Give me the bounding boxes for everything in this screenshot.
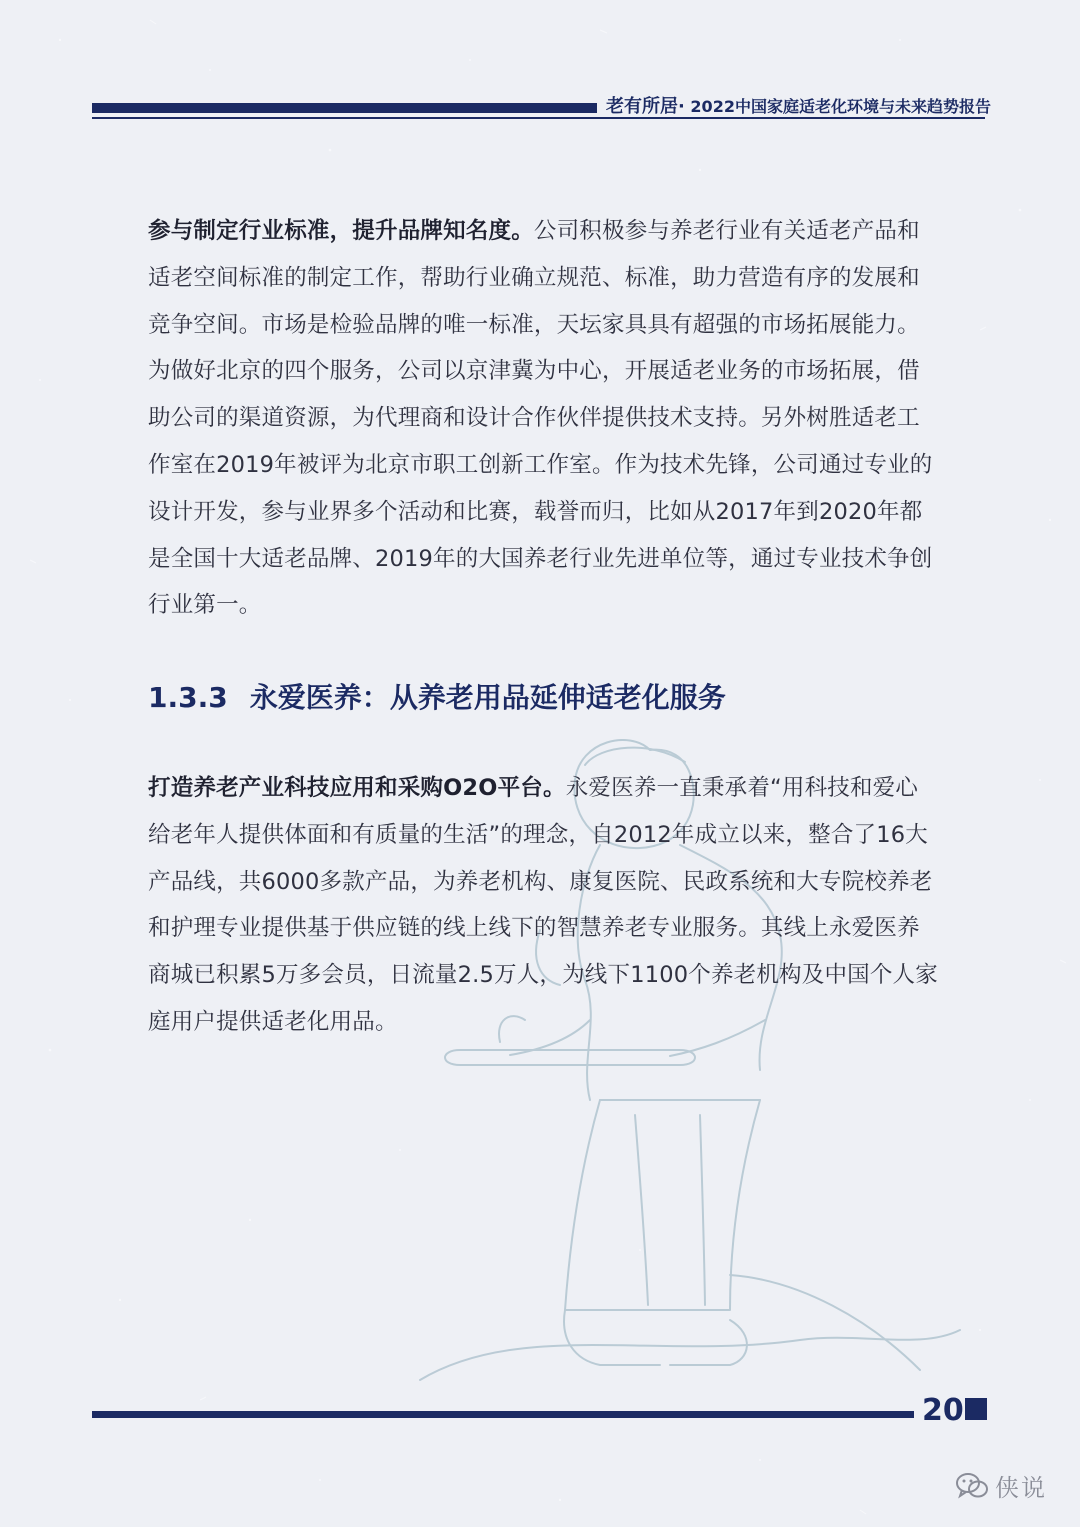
section-heading: [148, 676, 726, 716]
running-header: [606, 92, 991, 118]
paragraph-1-body: 公司积极参与养老行业有关适老产品和适老空间标准的制定工作，帮助行业确立规范、标准，助力营造有序的发展和竞争空间。市场是检验品牌的唯一标准，天坛家具具有超强的市场拓展能力。为做好北京的四个服务，公司以京津冀为中心，开展适老业务的市场拓展，借助公司的渠道资源，为代理商和设计合作伙伴提供技术支持。另外树胜适老工作室在2019年被评为北京市职工创新工作室。作为技术先锋，公司通过专业的设计开发，参与业界多个活动和比赛，载誉而归，比如从2017年到2020年都是全国十大适老品牌、2019年的大国养老行业先进单位等，通过专业技术争创行业第一。: [148, 218, 933, 619]
paragraph-2-lead: 打造养老产业科技应用和采购O2O平台。: [148, 775, 566, 801]
running-header-series: 老有所居·: [606, 96, 685, 117]
header-rule-thick: [92, 103, 597, 113]
paragraph-1-lead: 参与制定行业标准，提升品牌知名度。: [148, 218, 534, 244]
footer-rule: [92, 1411, 914, 1418]
running-header-title: 2022中国家庭适老化环境与未来趋势报告: [690, 97, 991, 116]
paragraph-1: [148, 208, 938, 629]
paragraph-2-body: 永爱医养一直秉承着“用科技和爱心给老年人提供体面和有质量的生活”的理念，自2012年成立以来，整合了16大产品线，共6000多款产品，为养老机构、康复医院、民政系统和大专院校养老和护理专业提供基于供应链的线上线下的智慧养老专业服务。其线上永爱医养商城已积累5万多会员，日流量2.5万人，为线下1100个养老机构及中国个人家庭用户提供适老化用品。: [148, 775, 938, 1035]
watermark-text: 侠说: [995, 1474, 1047, 1502]
page-number-square: [965, 1398, 987, 1420]
section-title: 永爱医养：从养老用品延伸适老化服务: [249, 681, 726, 714]
wechat-icon: [955, 1471, 989, 1501]
paragraph-2: [148, 765, 938, 1046]
page-number: 20: [922, 1393, 964, 1428]
watermark: [955, 1468, 1047, 1503]
section-number: 1.3.3: [148, 681, 228, 714]
